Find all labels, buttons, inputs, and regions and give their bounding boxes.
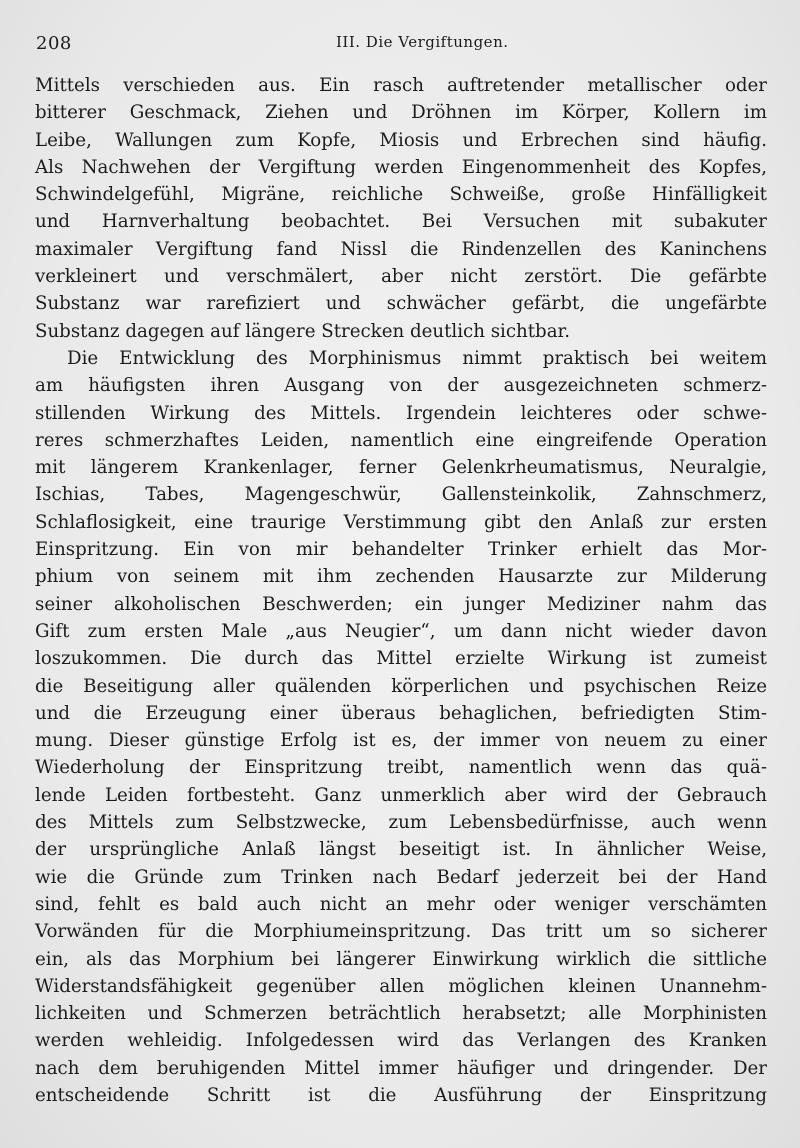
text-line: nach dem beruhigenden Mittel immer häufiger und dringender. Der xyxy=(35,1057,767,1079)
text-line: der ursprüngliche Anlaß längst beseitigt ist. In ähnlicher Weise, xyxy=(35,839,767,861)
running-head: III. Die Vergiftungen. xyxy=(336,33,509,51)
text-line: am häufigsten ihren Ausgang von der ausgezeichneten schmerz- xyxy=(35,375,767,397)
text-line: lende Leiden fortbesteht. Ganz unmerklich aber wird der Gebrauch xyxy=(35,784,767,806)
text-line: Substanz dagegen auf längere Strecken deutlich sichtbar. xyxy=(35,320,571,342)
text-line: Vorwänden für die Morphiumeinspritzung. Das tritt um so sicherer xyxy=(35,921,767,943)
text-line: mit längerem Krankenlager, ferner Gelenkrheumatismus, Neuralgie, xyxy=(35,457,767,479)
text-line: Schlaflosigkeit, eine traurige Verstimmung gibt den Anlaß zur ersten xyxy=(35,511,767,533)
text-line: die Beseitigung aller quälenden körperlichen und psychischen Reize xyxy=(35,675,767,697)
text-line: reres schmerzhaftes Leiden, namentlich eine eingreifende Operation xyxy=(35,429,767,451)
text-line: Ischias, Tabes, Magengeschwür, Gallensteinkolik, Zahnschmerz, xyxy=(35,484,767,506)
text-line: Wiederholung der Einspritzung treibt, namentlich wenn das quä- xyxy=(35,757,767,779)
text-line: wie die Gründe zum Trinken nach Bedarf jederzeit bei der Hand xyxy=(35,866,767,888)
text-line: Substanz war rarefiziert und schwächer gefärbt, die ungefärbte xyxy=(35,293,767,315)
text-line: und Harnverhaltung beobachtet. Bei Versuchen mit subakuter xyxy=(35,211,767,233)
text-line: phium von seinem mit ihm zechenden Hausarzte zur Milderung xyxy=(35,566,767,588)
text-line: und die Erzeugung einer überaus behaglichen, befriedigten Stim- xyxy=(35,702,767,724)
text-line: sind, fehlt es bald auch nicht an mehr oder weniger verschämten xyxy=(35,893,767,915)
text-line: loszukommen. Die durch das Mittel erzielte Wirkung ist zumeist xyxy=(35,648,767,670)
text-line: werden wehleidig. Infolgedessen wird das Verlangen des Kranken xyxy=(35,1030,767,1052)
text-line: Gift zum ersten Male „aus Neugier“, um dann nicht wieder davon xyxy=(35,620,767,642)
text-line: Als Nachwehen der Vergiftung werden Eingenommenheit des Kopfes, xyxy=(35,156,767,178)
text-line: Schwindelgefühl, Migräne, reichliche Schweiße, große Hinfälligkeit xyxy=(35,184,767,206)
text-line: mung. Dieser günstige Erfolg ist es, der immer von neuem zu einer xyxy=(35,730,767,752)
text-line: seiner alkoholischen Beschwerden; ein junger Mediziner nahm das xyxy=(35,593,767,615)
text-line: Leibe, Wallungen zum Kopfe, Miosis und Erbrechen sind häufig. xyxy=(35,129,767,151)
text-line: verkleinert und verschmälert, aber nicht zerstört. Die gefärbte xyxy=(35,266,767,288)
page-number: 208 xyxy=(36,33,72,54)
text-line: ein, als das Morphium bei längerer Einwirkung wirklich die sittliche xyxy=(35,948,767,970)
text-line: Einspritzung. Ein von mir behandelter Trinker erhielt das Mor- xyxy=(35,539,767,561)
paragraph-start-line: Die Entwicklung des Morphinismus nimmt praktisch bei weitem xyxy=(67,347,767,369)
page-header xyxy=(36,30,766,54)
text-line: Widerstandsfähigkeit gegenüber allen möglichen kleinen Unannehm- xyxy=(35,975,767,997)
text-line: bitterer Geschmack, Ziehen und Dröhnen im Körper, Kollern im xyxy=(35,102,767,124)
text-line: entscheidende Schritt ist die Ausführung der Einspritzung xyxy=(35,1084,767,1106)
text-line: Mittels verschieden aus. Ein rasch auftretender metallischer oder xyxy=(35,75,767,96)
text-line: stillenden Wirkung des Mittels. Irgendein leichteres oder schwe- xyxy=(35,402,767,424)
text-line: lichkeiten und Schmerzen beträchtlich herabsetzt; alle Morphinisten xyxy=(35,1003,767,1025)
text-line: des Mittels zum Selbstzwecke, zum Lebensbedürfnisse, auch wenn xyxy=(35,812,767,834)
text-line: maximaler Vergiftung fand Nissl die Rindenzellen des Kaninchens xyxy=(35,238,767,260)
body-text xyxy=(35,72,767,1109)
